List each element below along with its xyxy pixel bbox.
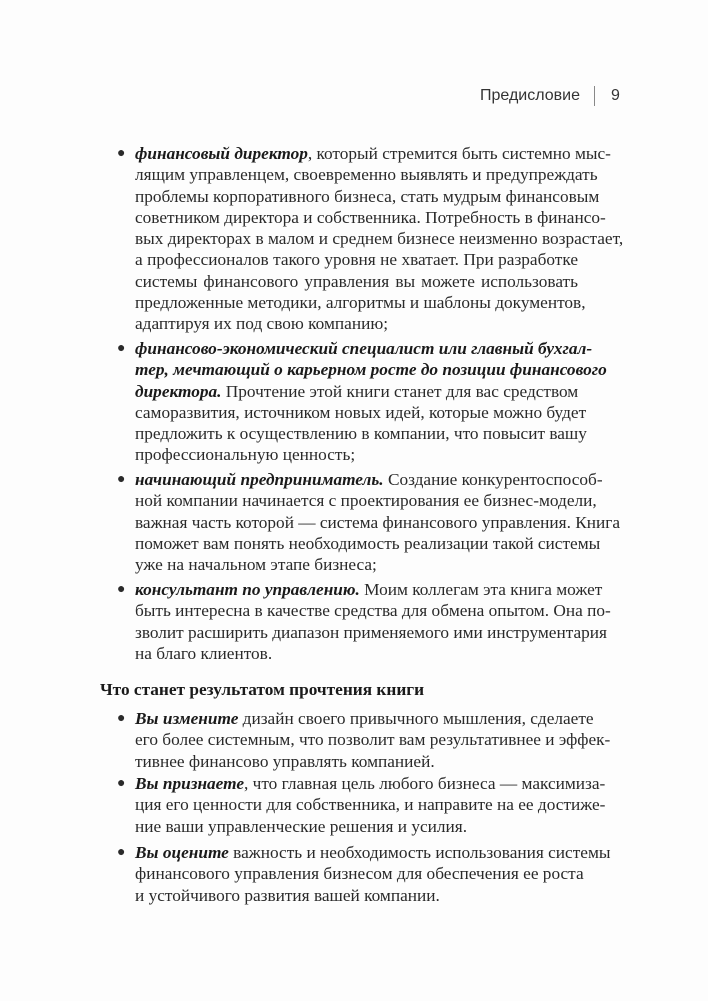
bullet-icon: ● — [117, 845, 126, 860]
item-line: уже на начальном этапе бизнеса; — [135, 555, 377, 575]
item-text: Моим коллегам эта книга может — [359, 580, 603, 599]
item-line: быть интересна в качестве средства для обмена опытом. Она по- — [135, 601, 611, 621]
item-line: его более системным, что позволит вам результативнее и эффек- — [135, 730, 611, 750]
item-lead: Вы измените — [135, 709, 239, 728]
item-line: ция его ценности для собственника, и направите на ее достиже- — [135, 795, 606, 815]
item-line — [135, 842, 611, 863]
item-line: проблемы корпоративного бизнеса, стать мудрым финансовым — [135, 186, 600, 206]
item-line — [135, 579, 603, 600]
list-item — [117, 579, 611, 664]
item-line — [135, 381, 578, 402]
item-line — [135, 469, 603, 490]
item-line: ние ваши управленческие решения и усилия. — [135, 816, 468, 836]
item-line: саморазвития, источником новых идей, которые можно будет — [135, 402, 587, 422]
list-item — [117, 469, 620, 575]
item-lead: начинающий предприниматель. — [135, 470, 384, 489]
list-item — [117, 842, 611, 906]
item-text: Создание конкурентоспособ- — [383, 470, 603, 489]
item-lead: директора. — [135, 381, 222, 401]
item-line: вых директорах в малом и среднем бизнесе неизменно возрастает, — [135, 229, 624, 249]
bullet-icon: ● — [117, 472, 126, 487]
item-lead: консультант по управлению. — [135, 580, 360, 599]
header-divider — [594, 86, 595, 106]
item-line — [135, 143, 611, 164]
page-number: 9 — [610, 87, 620, 104]
item-line: системы финансового управления вы можете использовать — [135, 271, 578, 291]
bullet-icon: ● — [117, 146, 126, 161]
bullet-icon: ● — [117, 341, 126, 356]
running-header — [480, 86, 620, 106]
item-lead: финансовый директор — [135, 144, 308, 163]
list-item — [117, 143, 624, 335]
item-line: важная часть которой — система финансового управления. Книга — [135, 512, 620, 532]
bullet-icon: ● — [117, 711, 126, 726]
item-lead: тер, мечтающий о карьерном росте до позиции финансового — [135, 360, 607, 380]
bullet-icon: ● — [117, 582, 126, 597]
item-line: а профессионалов такого уровня не хватает. При разработке — [135, 250, 578, 270]
item-line: адаптируя их под свою компанию; — [135, 314, 389, 334]
list-item — [117, 773, 606, 837]
section-heading: Что станет результатом прочтения книги — [100, 680, 425, 699]
item-line: финансового управления бизнесом для обеспечения ее роста — [135, 864, 584, 884]
item-line: ной компании начинается с проектирования ее бизнес-модели, — [135, 491, 597, 511]
item-text: , который стремится быть системно мыс- — [307, 144, 611, 163]
item-line: тивнее финансово управлять компанией. — [135, 751, 435, 771]
item-line — [135, 708, 594, 729]
item-line: и устойчивого развития вашей компании. — [135, 885, 440, 905]
item-lead: Вы признаете — [135, 774, 245, 793]
item-line: профессиональную ценность; — [135, 445, 356, 465]
item-lead: финансово-экономический специалист или главный бухгал- — [135, 339, 593, 358]
list-item — [117, 708, 611, 772]
item-text: Прочтение этой книги станет для вас средством — [221, 381, 579, 401]
item-line: лящим управленцем, своевременно выявлять и предупреждать — [135, 165, 598, 185]
item-line: зволит расширить диапазон применяемого ими инструментария — [135, 622, 607, 642]
item-line: поможет вам понять необходимость реализации такой системы — [135, 533, 601, 553]
bullet-icon: ● — [117, 776, 126, 791]
item-text: важность и необходимость использования системы — [228, 843, 611, 862]
item-text: , что главная цель любого бизнеса — максимиза- — [244, 774, 606, 793]
section-title: Предисловие — [480, 87, 580, 104]
item-line: советником директора и собственника. Потребность в финансо- — [135, 207, 606, 227]
item-line: на благо клиентов. — [135, 643, 273, 663]
list-item — [117, 338, 607, 466]
item-line: предложить к осуществлению в компании, что повысит вашу — [135, 424, 587, 444]
item-text: дизайн своего привычного мышления, сделаете — [238, 709, 594, 728]
item-line: предложенные методики, алгоритмы и шаблоны документов, — [135, 293, 586, 313]
item-lead: Вы оцените — [135, 843, 229, 862]
item-line — [135, 773, 606, 794]
